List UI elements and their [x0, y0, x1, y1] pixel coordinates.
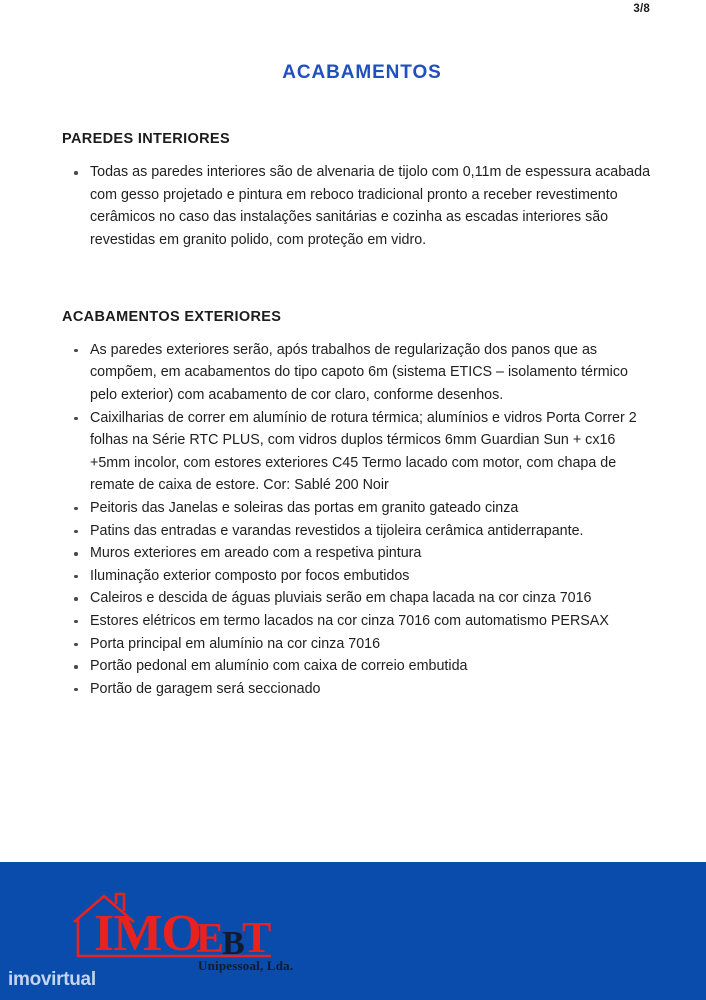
list-item: Porta principal em alumínio na cor cinza 7016: [62, 633, 654, 656]
logo-brand-b: B: [222, 925, 245, 962]
imovirtual-watermark: imovirtual: [8, 969, 96, 990]
list-item: Muros exteriores em areado com a respetiva pintura: [62, 542, 654, 565]
company-logo: [66, 886, 338, 974]
page-title: ACABAMENTOS: [282, 62, 442, 83]
logo-brand-primary: IMO: [94, 905, 201, 962]
page-number: 3/8: [633, 3, 650, 15]
list-item: Peitoris das Janelas e soleiras das portas em granito gateado cinza: [62, 497, 654, 520]
footer-banner: [0, 862, 706, 1000]
section-heading-paredes-interiores: PAREDES INTERIORES: [62, 131, 230, 147]
list-item: Iluminação exterior composto por focos embutidos: [62, 565, 654, 588]
bullet-list-acabamentos-exteriores: [62, 339, 654, 701]
list-item: Portão pedonal em alumínio com caixa de correio embutida: [62, 655, 654, 678]
logo-brand-t: T: [242, 913, 272, 962]
list-item: Patins das entradas e varandas revestidos a tijoleira cerâmica antiderrapante.: [62, 520, 654, 543]
bullet-list-paredes-interiores: [62, 161, 654, 252]
list-item: As paredes exteriores serão, após trabalhos de regularização dos panos que as compõem, em acabamentos do tipo capoto 6m (sistema ETICS – isolamento térmico pelo exterior) com acabamento de cor claro, conforme desenhos.: [62, 339, 654, 407]
logo-brand-secondary: E: [196, 916, 224, 962]
logo-tagline: Unipessoal, Lda.: [198, 958, 294, 973]
section-heading-acabamentos-exteriores: ACABAMENTOS EXTERIORES: [62, 308, 282, 325]
section-paredes-interiores: [62, 131, 654, 252]
section-acabamentos-exteriores: [62, 309, 654, 701]
list-item: Estores elétricos em termo lacados na cor cinza 7016 com automatismo PERSAX: [62, 610, 654, 633]
list-item: Caleiros e descida de águas pluviais serão em chapa lacada na cor cinza 7016: [62, 587, 654, 610]
document-content: [0, 62, 706, 700]
list-item: Todas as paredes interiores são de alvenaria de tijolo com 0,11m de espessura acabada com gesso projetado e pintura em reboco tradicional pronto a receber revestimento cerâmicos no caso das instalações sanitárias e cozinha as escadas interiores são revestidas em granito polido, com proteção em vidro.: [62, 161, 654, 252]
list-item: Caixilharias de correr em alumínio de rotura térmica; alumínios e vidros Porta Correr 2 folhas na Série RTC PLUS, com vidros duplos térmicos 6mm Guardian Sun + cx16 +5mm incolor, com estores exteriores C45 Termo lacado com motor, com chapa de remate de caixa de estore. Cor: Sablé 200 Noir: [62, 407, 654, 497]
imoebt-logo-svg: [66, 886, 338, 974]
list-item: Portão de garagem será seccionado: [62, 678, 654, 701]
